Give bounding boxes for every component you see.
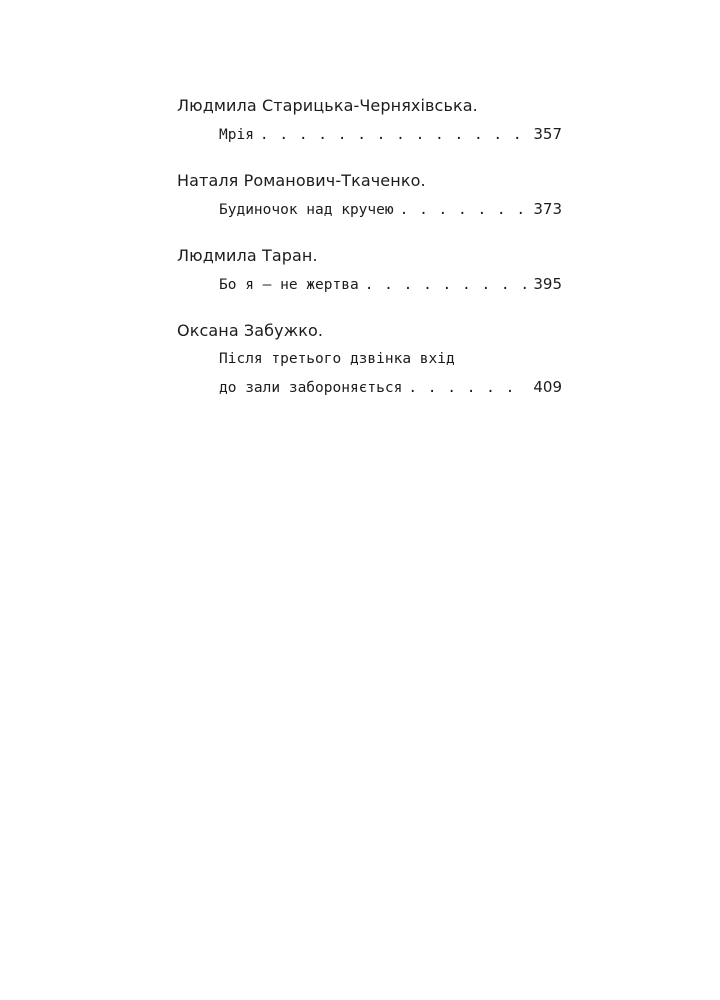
- author-name: Наталя Романович-Ткаченко.: [177, 171, 426, 190]
- title-line: [219, 120, 562, 149]
- title-text: Мрія: [219, 127, 254, 143]
- work-title: [177, 195, 562, 224]
- title-line: Після третього дзвінка вхід: [219, 351, 455, 367]
- title-line: [219, 195, 562, 224]
- toc-entry: [177, 92, 562, 149]
- author-name: Людмила Таран.: [177, 246, 318, 265]
- title-line: [219, 270, 562, 299]
- page-number: 357: [533, 125, 562, 143]
- dot-leader: [400, 196, 526, 224]
- page-number: 395: [533, 275, 562, 293]
- toc-entry: [177, 242, 562, 299]
- title-text: до зали забороняється: [219, 380, 403, 396]
- title-text: Будиночок над кручею: [219, 202, 394, 218]
- author-name: Людмила Старицька-Черняхівська.: [177, 96, 478, 115]
- work-title: [177, 345, 562, 402]
- title-text: Бо я — не жертва: [219, 277, 359, 293]
- author-name: Оксана Забужко.: [177, 321, 324, 340]
- toc-entry: [177, 167, 562, 224]
- work-title: [177, 270, 562, 299]
- page-number: 409: [533, 378, 562, 396]
- work-title: [177, 120, 562, 149]
- toc-entry: [177, 317, 562, 402]
- page-number: 373: [533, 200, 562, 218]
- table-of-contents: [177, 92, 562, 420]
- dot-leader: [260, 121, 526, 149]
- title-line: [219, 373, 562, 402]
- dot-leader: [365, 271, 526, 299]
- dot-leader: [408, 374, 526, 402]
